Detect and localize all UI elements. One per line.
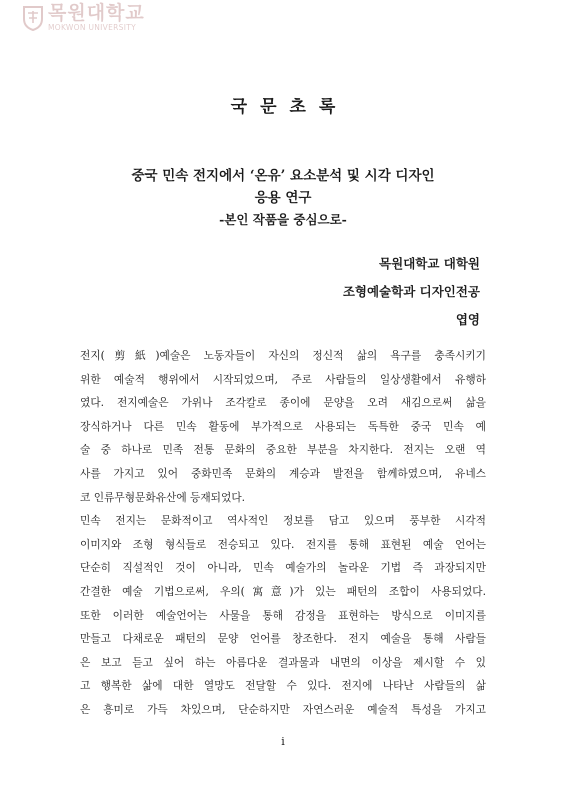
watermark-english-text: MOKWON UNIVERSITY [48, 23, 136, 32]
body-line: 만들고 다채로운 패턴의 문양 언어를 창조한다. 전지 예술을 통해 사람들 [80, 632, 486, 646]
body-line: 술 중 하나로 민족 전통 문화의 중요한 부분을 차지한다. 전지는 오랜 역 [80, 443, 486, 457]
watermark-korean-text: 목원대학교 [48, 2, 145, 24]
page-number: i [281, 735, 285, 748]
thesis-title-line-2: 응용 연구 [254, 190, 312, 206]
thesis-title-block [70, 165, 496, 231]
thesis-subtitle: -본인 작품을 중심으로- [219, 212, 347, 227]
body-line: 은 보고 듣고 싶어 하는 아름다운 결과물과 내면의 이상을 제시할 수 있 [80, 655, 486, 669]
body-line: 전지(剪紙)예술은 노동자들이 자신의 정신적 삶의 욕구를 충족시키기 [80, 349, 486, 362]
body-line: 은 흥미로 가득 차있으며, 단순하지만 자연스러운 예술적 특성을 가지고 [80, 702, 486, 716]
body-line: 고 행복한 삶에 대한 열망도 전달할 수 있다. 전지에 나타난 사람들의 삶 [80, 679, 486, 693]
university-watermark-logo [22, 4, 145, 32]
school-name: 목원대학교 대학원 [379, 256, 480, 271]
body-line: 코 인류무형문화유산에 등재되었다. [80, 490, 246, 504]
body-line: 민속 전지는 문화적이고 역사적인 정보를 담고 있으며 풍부한 시각적 [80, 514, 486, 528]
body-line: 장식하거나 다른 민속 활동에 부가적으로 사용되는 독특한 중국 민속 예 [80, 419, 486, 433]
body-line: 간결한 예술 기법으로써, 우의(寓意)가 있는 패턴의 조합이 사용되었다. [80, 584, 486, 598]
body-line: 위한 예술적 행위에서 시작되었으며, 주로 사람들의 일상생활에서 유행하 [80, 372, 486, 386]
body-line: 이미지와 조형 형식들로 전승되고 있다. 전지를 통해 표현된 예술 언어는 [80, 537, 486, 551]
university-emblem-icon [22, 5, 44, 31]
abstract-title: 국문초록 [230, 97, 349, 117]
department-name: 조형예술학과 디자인전공 [342, 284, 480, 299]
body-line: 또한 이러한 예술언어는 사물을 통해 감정을 표현하는 방식으로 이미지를 [80, 608, 486, 622]
author-name: 엽영 [455, 312, 480, 327]
body-line: 사를 가지고 있어 중화민족 문화의 계승과 발전을 함께하였으며, 유네스 [80, 466, 486, 480]
author-block [343, 250, 480, 334]
body-line: 였다. 전지예술은 가위나 조각칼로 종이에 문양을 오려 새김으로써 삶을 [80, 396, 486, 410]
body-line: 단순히 직설적인 것이 아니라, 민속 예술가의 놀라운 기법 즉 과장되지만 [80, 561, 486, 575]
abstract-body [80, 344, 486, 722]
thesis-title-line-1: 중국 민속 전지에서 ‘온유’ 요소분석 및 시각 디자인 [131, 168, 435, 184]
